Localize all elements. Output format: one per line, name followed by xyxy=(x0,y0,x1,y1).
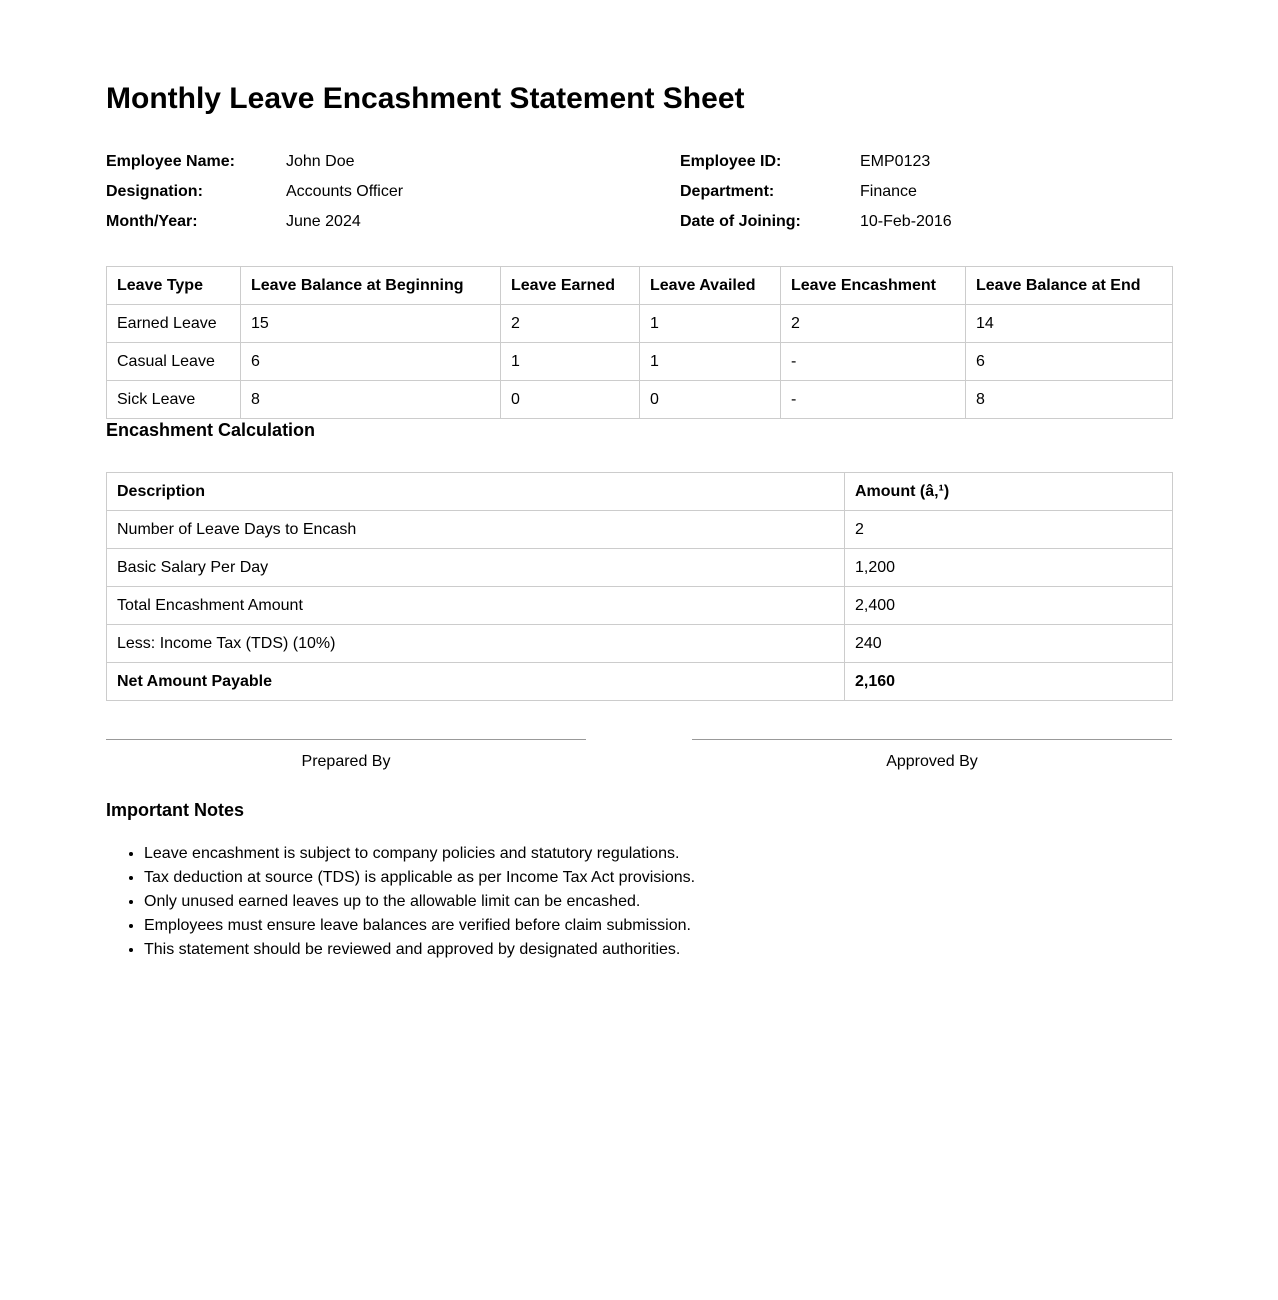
table-cell: 1 xyxy=(640,343,781,381)
table-cell: 2 xyxy=(781,305,966,343)
designation-label: Designation: xyxy=(106,183,203,200)
employee-id-value: EMP0123 xyxy=(860,153,931,170)
leave-summary-table xyxy=(106,266,1173,419)
signature-block xyxy=(106,739,1172,799)
table-cell: Number of Leave Days to Encash xyxy=(107,511,845,549)
prepared-by-signature: Prepared By xyxy=(106,739,586,772)
table-cell: 6 xyxy=(966,343,1173,381)
table-cell: 0 xyxy=(640,381,781,419)
column-header: Leave Balance at End xyxy=(966,267,1173,305)
encashment-calculation-table xyxy=(106,472,1173,701)
employee-name-label: Employee Name: xyxy=(106,153,235,170)
notes-list xyxy=(106,842,1172,962)
table-cell: 1 xyxy=(501,343,640,381)
table-cell: 2 xyxy=(845,511,1173,549)
table-row xyxy=(107,625,1173,663)
designation-value: Accounts Officer xyxy=(286,183,404,200)
table-cell: 15 xyxy=(241,305,501,343)
table-header-row xyxy=(107,473,1173,511)
department-value: Finance xyxy=(860,183,917,200)
net-amount-row xyxy=(107,663,1173,701)
table-cell: 1,200 xyxy=(845,549,1173,587)
encashment-calculation-heading: Encashment Calculation xyxy=(106,420,316,440)
info-row xyxy=(106,152,1172,182)
month-year-value: June 2024 xyxy=(286,213,361,230)
table-cell: 8 xyxy=(966,381,1173,419)
table-row xyxy=(107,305,1173,343)
employee-id-label: Employee ID: xyxy=(680,153,782,170)
important-notes-heading: Important Notes xyxy=(106,800,245,820)
list-item: • Only unused earned leaves up to the allowable limit can be encashed. xyxy=(144,890,1172,914)
table-cell: Total Encashment Amount xyxy=(107,587,845,625)
list-item: • Employees must ensure leave balances are verified before claim submission. xyxy=(144,914,1172,938)
date-of-joining-value: 10-Feb-2016 xyxy=(860,213,952,230)
table-cell: Basic Salary Per Day xyxy=(107,549,845,587)
table-cell: 14 xyxy=(966,305,1173,343)
column-header: Leave Earned xyxy=(501,267,640,305)
date-of-joining-label: Date of Joining: xyxy=(680,213,801,230)
table-row xyxy=(107,587,1173,625)
table-cell: 6 xyxy=(241,343,501,381)
list-item: • Leave encashment is subject to company policies and statutory regulations. xyxy=(144,842,1172,866)
employee-info xyxy=(106,152,1172,242)
month-year-label: Month/Year: xyxy=(106,213,198,230)
column-header: Leave Balance at Beginning xyxy=(241,267,501,305)
column-header: Leave Type xyxy=(107,267,241,305)
department-label: Department: xyxy=(680,183,775,200)
info-row xyxy=(106,182,1172,212)
table-cell: 2,400 xyxy=(845,587,1173,625)
table-cell: Casual Leave xyxy=(107,343,241,381)
employee-name-value: John Doe xyxy=(286,153,355,170)
table-cell: - xyxy=(781,381,966,419)
page-title: Monthly Leave Encashment Statement Sheet xyxy=(106,82,745,115)
table-cell: 1 xyxy=(640,305,781,343)
table-row xyxy=(107,549,1173,587)
list-item: • This statement should be reviewed and approved by designated authorities. xyxy=(144,938,1172,962)
list-item: • Tax deduction at source (TDS) is applicable as per Income Tax Act provisions. xyxy=(144,866,1172,890)
table-cell: 0 xyxy=(501,381,640,419)
table-cell: 2 xyxy=(501,305,640,343)
table-cell: - xyxy=(781,343,966,381)
table-cell: Sick Leave xyxy=(107,381,241,419)
column-header: Leave Availed xyxy=(640,267,781,305)
table-header-row xyxy=(107,267,1173,305)
table-cell: 8 xyxy=(241,381,501,419)
column-header: Leave Encashment xyxy=(781,267,966,305)
table-cell: Earned Leave xyxy=(107,305,241,343)
table-cell: 2,160 xyxy=(845,663,1173,701)
info-row xyxy=(106,212,1172,242)
column-header: Description xyxy=(107,473,845,511)
statement-sheet xyxy=(106,0,1172,962)
table-cell: 240 xyxy=(845,625,1173,663)
table-row xyxy=(107,511,1173,549)
approved-by-signature: Approved By xyxy=(692,739,1172,772)
table-row xyxy=(107,381,1173,419)
table-row xyxy=(107,343,1173,381)
table-cell: Less: Income Tax (TDS) (10%) xyxy=(107,625,845,663)
table-cell: Net Amount Payable xyxy=(107,663,845,701)
column-header: Amount (â‚¹) xyxy=(845,473,1173,511)
